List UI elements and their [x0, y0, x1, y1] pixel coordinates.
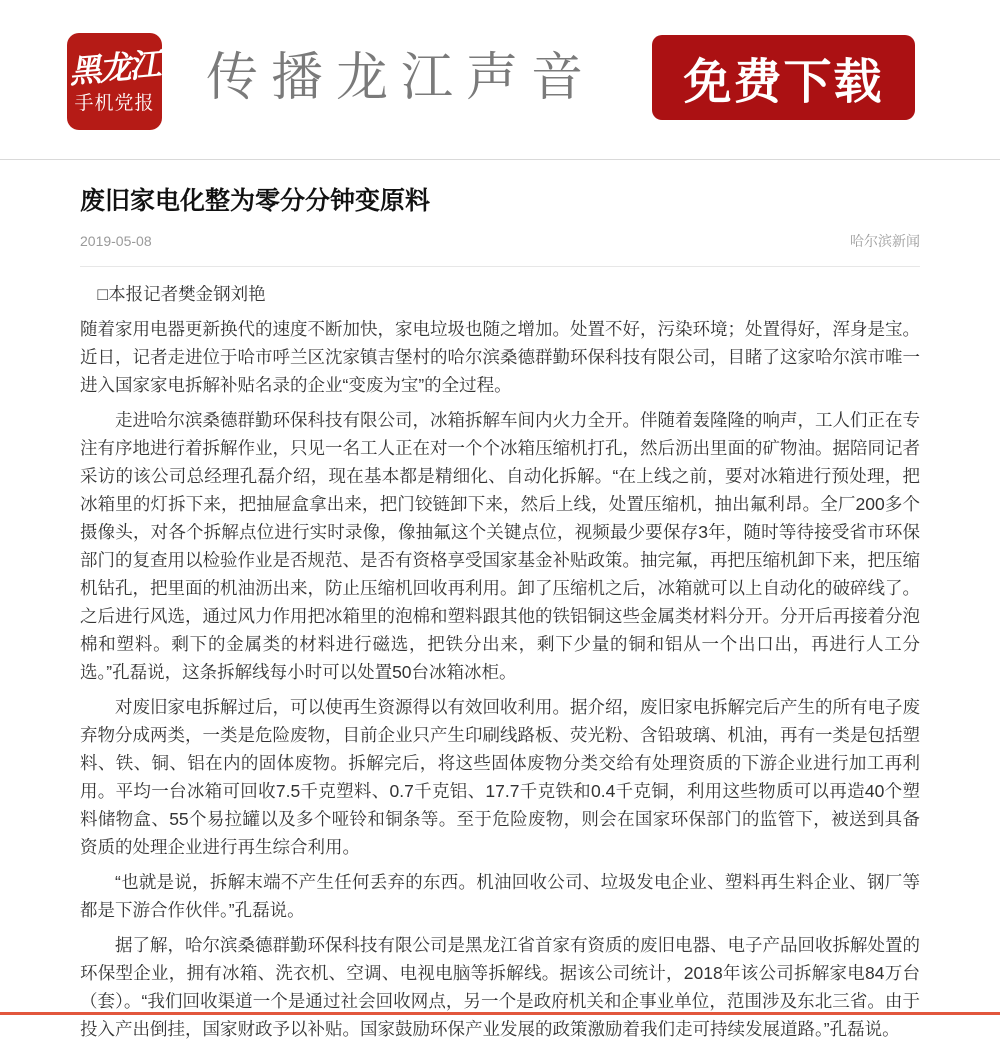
article-paragraph: 据了解，哈尔滨桑德群勤环保科技有限公司是黑龙江省首家有资质的废旧电器、电子产品回收拆解处置的环保型企业，拥有冰箱、洗衣机、空调、电视电脑等拆解线。据该公司统计，2018年该公司拆解家电84万台（套）。“我们回收渠道一个是通过社会回收网点，另一个是政府机关和企事业单位，范围涉及东北三省。由于投入产出倒挂，国家财政予以补贴。国家鼓励环保产业发展的政策激励着我们走可持续发展道路。”孔磊说。 [80, 935, 920, 1039]
article-paragraph: 随着家用电器更新换代的速度不断加快，家电垃圾也随之增加。处置不好，污染环境；处置得好，浑身是宝。近日，记者走进位于哈市呼兰区沈家镇吉堡村的哈尔滨桑德群勤环保科技有限公司，目睹了这家哈尔滨市唯一进入国家家电拆解补贴名录的企业“变废为宝”的全过程。 [80, 319, 920, 395]
article-title: 废旧家电化整为零分分钟变原料 [80, 187, 431, 215]
newspaper-logo[interactable] [67, 33, 162, 130]
page-header [0, 0, 1000, 160]
logo-calligraphy-text: 黑龙江 [67, 44, 161, 91]
article-container [80, 184, 920, 1043]
article-paragraph: “也就是说，拆解末端不产生任何丢弃的东西。机油回收公司、垃圾发电企业、塑料再生料企业、钢厂等都是下游合作伙伴。”孔磊说。 [80, 872, 920, 920]
article-source: 哈尔滨新闻 [850, 233, 920, 249]
header-slogan-calligraphy: 传播龙江声音 [206, 48, 597, 108]
article-date: 2019-05-08 [80, 233, 152, 249]
article-byline: □本报记者樊金钢刘艳 [97, 284, 266, 304]
logo-subtitle-text: 手机党报 [74, 92, 155, 114]
free-download-button[interactable]: 免费下载 [652, 35, 915, 120]
article-meta-row [80, 231, 920, 267]
article-paragraph: 对废旧家电拆解过后，可以使再生资源得以有效回收利用。据介绍，废旧家电拆解完后产生的所有电子废弃物分成两类，一类是危险废物，目前企业只产生印刷线路板、荧光粉、含铅玻璃、机油，再有一类是包括塑料、铁、铜、铝在内的固体废物。拆解完后，将这些固体废物分类交给有处理资质的下游企业进行加工再利用。平均一台冰箱可回收7.5千克塑料、0.7千克铝、17.7千克铁和0.4千克铜，利用这些物质可以再造40个塑料储物盒、55个易拉罐以及多个哑铃和铜条等。至于危险废物，则会在国家环保部门的监管下，被送到具备资质的处理企业进行再生综合利用。 [80, 697, 920, 857]
article-body [80, 280, 920, 1043]
article-paragraph: 走进哈尔滨桑德群勤环保科技有限公司，冰箱拆解车间内火力全开。伴随着轰隆隆的响声，工人们正在专注有序地进行着拆解作业，只见一名工人正在对一个个冰箱压缩机打孔，然后沥出里面的矿物油。据陪同记者采访的该公司总经理孔磊介绍，现在基本都是精细化、自动化拆解。“在上线之前，要对冰箱进行预处理，把冰箱里的灯拆下来，把抽屉盒拿出来，把门铰链卸下来，然后上线，处置压缩机，抽出氟利昂。全厂200多个摄像头，对各个拆解点位进行实时录像，像抽氟这个关键点位，视频最少要保存3年，随时等待接受省市环保部门的复查用以检验作业是否规范、是否有资格享受国家基金补贴政策。抽完氟，再把压缩机卸下来，把压缩机钻孔，把里面的机油沥出来，防止压缩机回收再利用。卸了压缩机之后，冰箱就可以上自动化的破碎线了。之后进行风选，通过风力作用把冰箱里的泡棉和塑料跟其他的铁铝铜这些金属类材料分开。分开后再接着分泡棉和塑料。剩下的金属类的材料进行磁选，把铁分出来，剩下少量的铜和铝从一个出口出，再进行人工分选。”孔磊说，这条拆解线每小时可以处置50台冰箱冰柜。 [80, 410, 920, 682]
